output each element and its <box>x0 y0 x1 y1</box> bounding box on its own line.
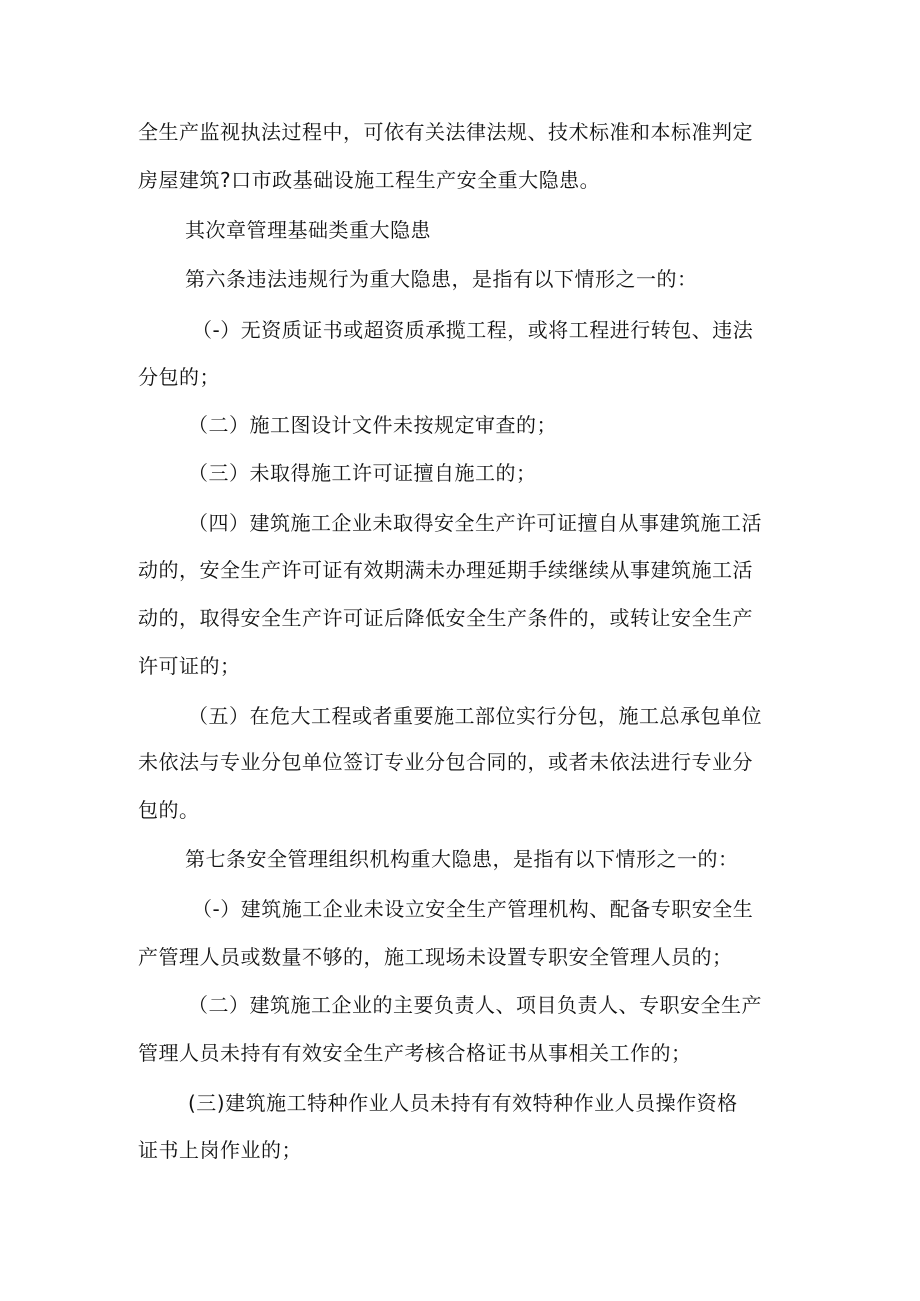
article-heading: 第七条安全管理组织机构重大隐患，是指有以下情形之一的： <box>185 847 739 871</box>
text-line: 动的，安全生产许可证有效期满未办理延期手续继续从事建筑施工活 <box>138 558 753 582</box>
text-line: 房屋建筑?口市政基础设施工程生产安全重大隐患。 <box>138 168 601 192</box>
text-line: （五）在危大工程或者重要施工部位实行分包，施工总承包单位 <box>188 704 762 728</box>
text-line: （四）建筑施工企业未取得安全生产许可证擅自从事建筑施工活 <box>188 511 762 535</box>
text-line: 分包的； <box>138 365 220 389</box>
text-line: （-）建筑施工企业未设立安全生产管理机构、配备专职安全生 <box>192 897 754 921</box>
text-line: （二）施工图设计文件未按规定审查的； <box>188 413 557 437</box>
text-line: 未依法与专业分包单位签订专业分包合同的，或者未依法进行专业分 <box>138 750 753 774</box>
text-line: 包的。 <box>138 798 200 822</box>
section-heading: 其次章管理基础类重大隐患 <box>185 218 431 242</box>
text-line: 动的，取得安全生产许可证后降低安全生产条件的，或转让安全生产 <box>138 606 753 630</box>
text-line: (三)建筑施工特种作业人员未持有有效特种作业人员操作资格 <box>188 1091 738 1115</box>
text-line: 许可证的； <box>138 654 241 678</box>
text-line: 全生产监视执法过程中，可依有关法律法规、技术标准和本标准判定 <box>138 120 753 144</box>
text-line: 产管理人员或数量不够的，施工现场未设置专职安全管理人员的； <box>138 945 733 969</box>
text-line: 管理人员未持有有效安全生产考核合格证书从事相关工作的； <box>138 1041 692 1065</box>
text-line: 证书上岗作业的； <box>138 1138 302 1162</box>
text-line: （二）建筑施工企业的主要负责人、项目负责人、专职安全生产 <box>188 993 762 1017</box>
text-line: （-）无资质证书或超资质承揽工程，或将工程进行转包、违法 <box>192 318 754 342</box>
text-line: （三）未取得施工许可证擅自施工的； <box>188 461 537 485</box>
article-heading: 第六条违法违规行为重大隐患，是指有以下情形之一的： <box>185 267 698 291</box>
